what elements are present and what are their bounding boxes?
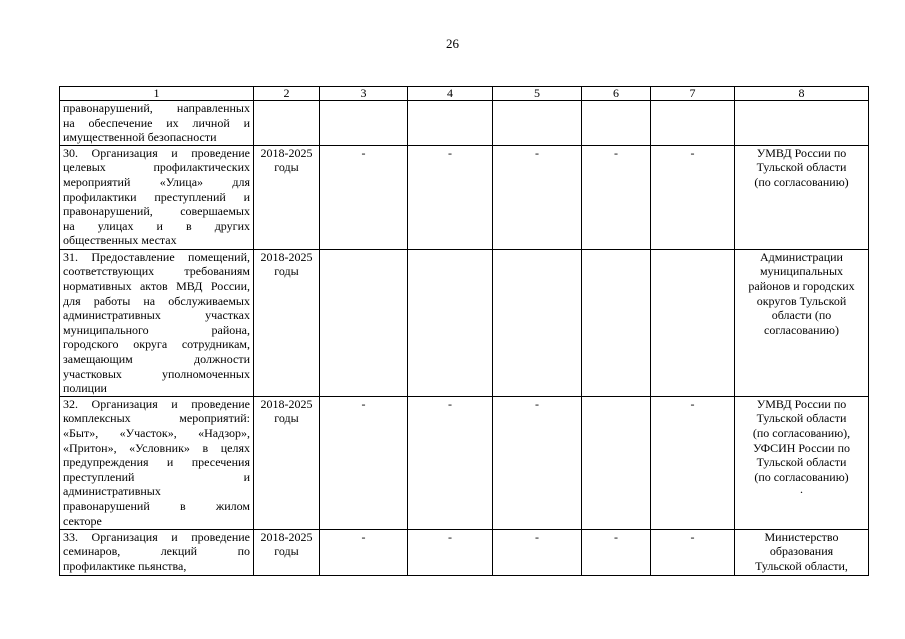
measure-text-line: комплексных мероприятий: bbox=[63, 411, 250, 426]
column-header: 6 bbox=[582, 87, 651, 101]
responsible-text-line: Тульской области bbox=[756, 160, 847, 175]
column-header: 5 bbox=[493, 87, 582, 101]
measure-text-line: на обеспечение их личной и bbox=[63, 115, 250, 130]
column-header: 1 bbox=[60, 87, 254, 101]
funding-cell-c7 bbox=[651, 249, 735, 396]
measure-cell bbox=[60, 145, 254, 249]
responsible-text-line: Министерство bbox=[764, 529, 839, 544]
measure-text-line: городского округа сотрудникам, bbox=[63, 337, 250, 352]
measure-text-line: общественных местах bbox=[63, 233, 177, 248]
responsible-cell bbox=[735, 101, 869, 146]
responsible-text-line: Тульской области, bbox=[755, 558, 848, 573]
table-header-row bbox=[60, 87, 869, 101]
measure-text-line: правонарушений в жилом bbox=[63, 498, 250, 513]
funding-cell-c3 bbox=[320, 249, 408, 396]
measure-text-line: 32. Организация и проведение bbox=[63, 396, 250, 411]
responsible-text-line: УФСИН России по bbox=[752, 440, 850, 455]
measure-text-line: имущественной безопасности bbox=[63, 130, 217, 145]
responsible-text-line: области (по bbox=[771, 308, 832, 323]
measure-text-line: административных участках bbox=[63, 308, 250, 323]
funding-cell-c7: - bbox=[651, 396, 735, 529]
measure-cell bbox=[60, 529, 254, 575]
funding-cell-c5: - bbox=[493, 396, 582, 529]
measure-text-line: административных bbox=[63, 484, 161, 499]
responsible-text-line: УМВД России по bbox=[756, 396, 847, 411]
funding-cell-c5: - bbox=[493, 529, 582, 575]
funding-cell-c7: - bbox=[651, 529, 735, 575]
responsible-text-line: (по согласованию) bbox=[754, 174, 849, 189]
measure-cell bbox=[60, 249, 254, 396]
measure-text-line: на улицах и в других bbox=[63, 218, 250, 233]
responsible-text-line: УМВД России по bbox=[756, 145, 847, 160]
period-cell: 2018-2025 годы bbox=[254, 529, 320, 575]
measure-text-line: секторе bbox=[63, 513, 102, 528]
responsible-text-line: округов Тульской bbox=[756, 293, 847, 308]
responsible-text-line: районов и городских bbox=[748, 278, 855, 293]
measure-text-line: «Притон», «Условник» в целях bbox=[63, 440, 250, 455]
responsible-cell bbox=[735, 145, 869, 249]
measure-text-line: целевых профилактических bbox=[63, 160, 250, 175]
measure-text-line: мероприятий «Улица» для bbox=[63, 174, 250, 189]
table-row bbox=[60, 101, 869, 146]
responsible-text-line: согласованию) bbox=[764, 322, 839, 337]
funding-cell-c3 bbox=[320, 101, 408, 146]
funding-cell-c5: - bbox=[493, 145, 582, 249]
funding-cell-c4: - bbox=[408, 145, 493, 249]
responsible-text-line: муниципальных bbox=[759, 264, 844, 279]
funding-cell-c6 bbox=[582, 101, 651, 146]
funding-cell-c5 bbox=[493, 249, 582, 396]
program-table bbox=[59, 86, 869, 576]
measure-text-line: 31. Предоставление помещений, bbox=[63, 249, 250, 264]
measure-text-line: профилактике пьянства, bbox=[63, 558, 187, 573]
measure-text-line: семинаров, лекций по bbox=[63, 544, 250, 559]
table-row bbox=[60, 145, 869, 249]
measure-text-line: для работы на обслуживаемых bbox=[63, 293, 250, 308]
funding-cell-c3: - bbox=[320, 396, 408, 529]
responsible-text-line: (по согласованию) bbox=[754, 469, 849, 484]
funding-cell-c4: - bbox=[408, 396, 493, 529]
page-number: 26 bbox=[446, 36, 459, 51]
responsible-cell bbox=[735, 249, 869, 396]
funding-cell-c3: - bbox=[320, 145, 408, 249]
responsible-text-line: Администрации bbox=[760, 249, 843, 264]
responsible-text-line: Тульской области bbox=[756, 411, 847, 426]
measure-text-line: правонарушений, совершаемых bbox=[63, 204, 250, 219]
responsible-text-line: Тульской области bbox=[756, 455, 847, 470]
measure-text-line: профилактики преступлений и bbox=[63, 189, 250, 204]
period-cell: 2018-2025 годы bbox=[254, 249, 320, 396]
column-header: 3 bbox=[320, 87, 408, 101]
measure-text-line: преступлений и bbox=[63, 469, 250, 484]
funding-cell-c6 bbox=[582, 396, 651, 529]
column-header: 4 bbox=[408, 87, 493, 101]
funding-cell-c6 bbox=[582, 249, 651, 396]
funding-cell-c6: - bbox=[582, 145, 651, 249]
funding-cell-c6: - bbox=[582, 529, 651, 575]
table-row bbox=[60, 529, 869, 575]
funding-cell-c4 bbox=[408, 101, 493, 146]
measure-text-line: правонарушений, направленных bbox=[63, 101, 250, 115]
measure-text-line: соответствующих требованиям bbox=[63, 264, 250, 279]
measure-text-line: «Быт», «Участок», «Надзор», bbox=[63, 425, 250, 440]
column-header: 8 bbox=[735, 87, 869, 101]
responsible-mark: . bbox=[800, 482, 803, 497]
measure-text-line: предупреждения и пресечения bbox=[63, 455, 250, 470]
responsible-cell bbox=[735, 529, 869, 575]
measure-text-line: муниципального района, bbox=[63, 322, 250, 337]
period-cell bbox=[254, 101, 320, 146]
funding-cell-c7 bbox=[651, 101, 735, 146]
measure-text-line: замещающим должности bbox=[63, 351, 250, 366]
column-header: 7 bbox=[651, 87, 735, 101]
measure-cell bbox=[60, 101, 254, 146]
measure-text-line: полиции bbox=[63, 381, 107, 396]
funding-cell-c4: - bbox=[408, 529, 493, 575]
measure-text-line: участковых уполномоченных bbox=[63, 366, 250, 381]
funding-cell-c4 bbox=[408, 249, 493, 396]
funding-cell-c5 bbox=[493, 101, 582, 146]
measure-cell bbox=[60, 396, 254, 529]
responsible-cell bbox=[735, 396, 869, 529]
measure-text-line: нормативных актов МВД России, bbox=[63, 278, 250, 293]
measure-text-line: 30. Организация и проведение bbox=[63, 145, 250, 160]
period-cell: 2018-2025 годы bbox=[254, 396, 320, 529]
responsible-text-line: образования bbox=[769, 544, 834, 559]
measure-text-line: 33. Организация и проведение bbox=[63, 529, 250, 544]
funding-cell-c7: - bbox=[651, 145, 735, 249]
table-row bbox=[60, 249, 869, 396]
funding-cell-c3: - bbox=[320, 529, 408, 575]
period-cell: 2018-2025 годы bbox=[254, 145, 320, 249]
column-header: 2 bbox=[254, 87, 320, 101]
table-row bbox=[60, 396, 869, 529]
responsible-text-line: (по согласованию), bbox=[752, 425, 851, 440]
